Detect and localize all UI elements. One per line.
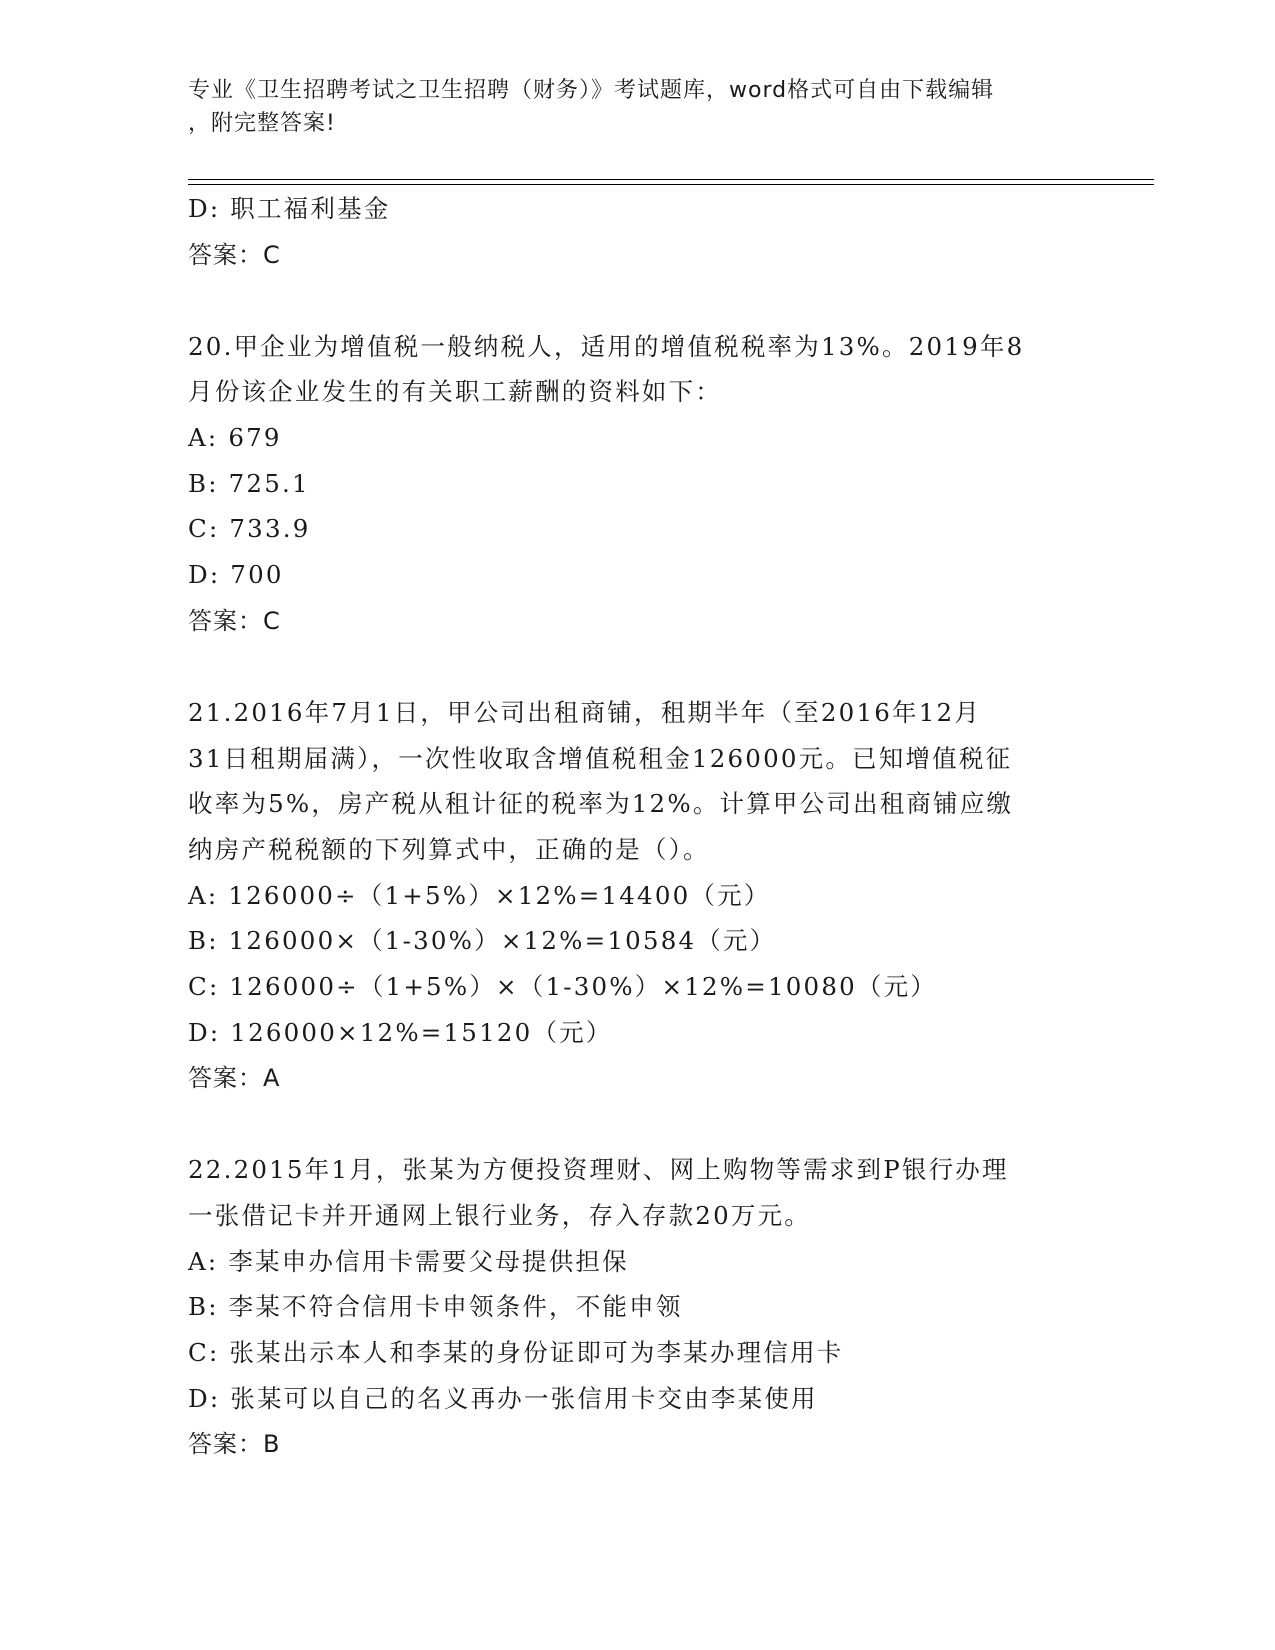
header-rule-top [188, 179, 1154, 180]
question-stem-line: 一张借记卡并开通网上银行业务，存入存款20万元。 [188, 1201, 811, 1230]
question-20 [188, 324, 1088, 644]
option-d: D: 职工福利基金 [188, 194, 391, 223]
option-d: D: 700 [188, 560, 284, 590]
question-19-tail [188, 186, 1088, 278]
spacer [188, 1101, 1088, 1147]
option-a: A: 126000÷（1+5%）×12%=14400（元） [188, 880, 771, 910]
page-header [188, 74, 1088, 140]
answer-line: 答案：A [188, 1064, 281, 1093]
question-21 [188, 690, 1088, 1102]
option-d: D: 126000×12%=15120（元） [188, 1017, 613, 1047]
answer-line: 答案：B [188, 1430, 281, 1459]
spacer [188, 644, 1088, 690]
question-stem-line: 22.2015年1月，张某为方便投资理财、网上购物等需求到P银行办理 [188, 1155, 1009, 1185]
header-line-1: 专业《卫生招聘考试之卫生招聘（财务）》考试题库，word格式可自由下载编辑 [188, 78, 995, 103]
question-stem-line: 31日租期届满），一次性收取含增值税租金126000元。已知增值税征 [188, 743, 1013, 773]
question-stem-line: 20.甲企业为增值税一般纳税人，适用的增值税税率为13%。2019年8 [188, 331, 1025, 361]
header-line-2: ，附完整答案! [188, 111, 336, 136]
option-c: C: 733.9 [188, 514, 311, 544]
header-rule-bottom [188, 184, 1154, 185]
option-b: B: 126000×（1-30%）×12%=10584（元） [188, 926, 777, 956]
option-c: C: 张某出示本人和李某的身份证即可为李某办理信用卡 [188, 1338, 844, 1368]
answer-line: 答案：C [188, 240, 281, 269]
question-list [188, 186, 1088, 1467]
option-b: B: 725.1 [188, 468, 310, 498]
question-stem-line: 收率为5%，房产税从租计征的税率为12%。计算甲公司出租商铺应缴 [188, 789, 1014, 819]
option-d: D: 张某可以自己的名义再办一张信用卡交由李某使用 [188, 1383, 818, 1413]
question-stem-line: 纳房产税税额的下列算式中，正确的是（）。 [188, 834, 710, 864]
spacer [188, 278, 1088, 324]
option-c: C: 126000÷（1+5%）×（1-30%）×12%=10080（元） [188, 971, 938, 1001]
question-22 [188, 1147, 1088, 1467]
question-stem-line: 月份该企业发生的有关职工薪酬的资料如下： [188, 377, 722, 407]
option-a: A: 李某申办信用卡需要父母提供担保 [188, 1246, 629, 1276]
question-stem-line: 21.2016年7月1日，甲公司出租商铺，租期半年（至2016年12月 [188, 697, 982, 727]
answer-line: 答案：C [188, 606, 281, 635]
option-b: B: 李某不符合信用卡申领条件，不能申领 [188, 1292, 683, 1322]
option-a: A: 679 [188, 423, 282, 453]
